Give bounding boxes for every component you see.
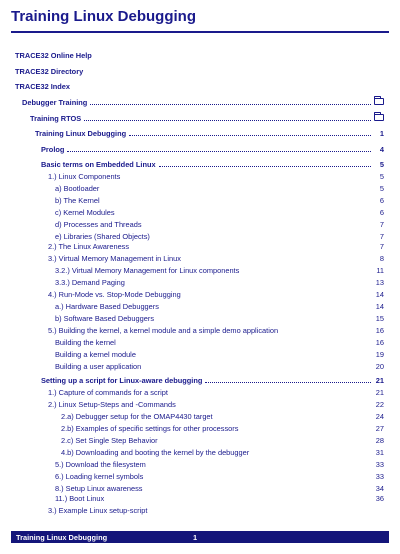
toc-page-number: 31 xyxy=(375,448,384,457)
toc-entry-label: 4.) Run-Mode vs. Stop-Mode Debugging xyxy=(48,290,181,299)
toc-entry-label: 8.) Setup Linux awareness xyxy=(55,484,143,493)
toc-page-number: 21 xyxy=(375,376,384,385)
toc-entry-label: 4.b) Downloading and booting the kernel by the debugger xyxy=(61,448,250,457)
toc-entry-label: 3.2.) Virtual Memory Management for Linux components xyxy=(55,266,240,275)
toc-entry[interactable] xyxy=(55,494,384,504)
toc-page-number: 36 xyxy=(375,494,384,503)
toc-page-number: 4 xyxy=(379,145,384,154)
toc-entry-label: 2.c) Set Single Step Behavior xyxy=(61,436,158,445)
toc-page-number: 14 xyxy=(375,302,384,311)
toc-entry-label: 2.) The Linux Awareness xyxy=(48,242,130,251)
toc-page-number: 8 xyxy=(379,254,384,263)
toc-page-number: 7 xyxy=(379,220,384,229)
toc-page-number: 6 xyxy=(379,208,384,217)
toc-entry-label: Setting up a script for Linux-aware debugging xyxy=(41,376,203,385)
toc-entry[interactable] xyxy=(55,484,384,494)
toc-entry[interactable] xyxy=(48,242,384,252)
toc-page-number: 7 xyxy=(379,232,384,241)
toc-entry-label: d) Processes and Threads xyxy=(55,220,142,229)
toc-entry-label: Training Linux Debugging xyxy=(35,129,127,138)
toc-entry[interactable] xyxy=(61,448,384,458)
toc-entry-label: e) Libraries (Shared Objects) xyxy=(55,232,150,241)
toc-entry[interactable] xyxy=(55,184,384,194)
toc-entry-label: Building a kernel module xyxy=(55,350,136,359)
toc-entry-label: a) Bootloader xyxy=(55,184,100,193)
toc-page-number: 34 xyxy=(375,484,384,493)
toc-entry-label: Basic terms on Embedded Linux xyxy=(41,160,156,169)
footer-page-number: 1 xyxy=(193,532,198,542)
toc-page-number: 5 xyxy=(379,160,384,169)
folder-icon-shape xyxy=(374,98,384,105)
toc-entry[interactable] xyxy=(30,114,384,124)
toc-entry[interactable] xyxy=(48,172,384,182)
footer-title: Training Linux Debugging xyxy=(16,532,108,542)
toc-page-number: 16 xyxy=(375,338,384,347)
page-title: Training Linux Debugging xyxy=(11,8,196,25)
toc-entry-label: a.) Hardware Based Debuggers xyxy=(55,302,159,311)
toc-page-number: 15 xyxy=(375,314,384,323)
folder-icon-shape xyxy=(374,114,384,121)
folder-icon xyxy=(374,114,384,124)
toc-entry[interactable] xyxy=(55,472,384,482)
help-link-label: TRACE32 Directory xyxy=(15,67,84,76)
toc-entry[interactable] xyxy=(22,98,384,108)
toc-entry-label: 3.3.) Demand Paging xyxy=(55,278,125,287)
toc-entry-label: c) Kernel Modules xyxy=(55,208,115,217)
toc-page-number: 33 xyxy=(375,472,384,481)
toc-entry[interactable] xyxy=(61,436,384,446)
toc-entry[interactable] xyxy=(55,208,384,218)
toc-page-number: 33 xyxy=(375,460,384,469)
toc-entry[interactable] xyxy=(55,362,384,372)
help-link-label: TRACE32 Index xyxy=(15,82,71,91)
toc-entry[interactable] xyxy=(61,412,384,422)
toc-entry-label: 1.) Capture of commands for a script xyxy=(48,388,168,397)
toc-leader-dots xyxy=(90,98,371,105)
toc-entry[interactable] xyxy=(48,506,384,516)
toc-entry[interactable] xyxy=(55,266,384,276)
toc-entry[interactable] xyxy=(55,278,384,288)
toc-entry-label: 5.) Download the filesystem xyxy=(55,460,146,469)
toc-page-number: 27 xyxy=(375,424,384,433)
toc-entry-label: Building a user application xyxy=(55,362,142,371)
toc-entry-label: 6.) Loading kernel symbols xyxy=(55,472,144,481)
toc-entry-label: 2.a) Debugger setup for the OMAP4430 target xyxy=(61,412,213,421)
help-link[interactable] xyxy=(15,51,92,61)
toc-entry-label: 11.) Boot Linux xyxy=(55,494,105,503)
toc-entry-label: Training RTOS xyxy=(30,114,82,123)
toc-leader-dots xyxy=(205,376,371,383)
toc-entry[interactable] xyxy=(55,196,384,206)
toc-entry[interactable] xyxy=(55,220,384,230)
toc-leader-dots xyxy=(159,160,371,167)
toc-page-number: 20 xyxy=(375,362,384,371)
toc-entry[interactable] xyxy=(55,314,384,324)
toc-page-number: 28 xyxy=(375,436,384,445)
toc-entry[interactable] xyxy=(48,290,384,300)
toc-entry[interactable] xyxy=(41,145,384,155)
title-rule xyxy=(11,31,389,33)
toc-entry-label: Prolog xyxy=(41,145,65,154)
toc-page-number: 24 xyxy=(375,412,384,421)
toc-entry[interactable] xyxy=(55,302,384,312)
toc-entry-label: b) Software Based Debuggers xyxy=(55,314,155,323)
toc-page-number: 19 xyxy=(375,350,384,359)
help-link[interactable] xyxy=(15,67,83,77)
help-link-label: TRACE32 Online Help xyxy=(15,51,92,60)
toc-page-number: 16 xyxy=(375,326,384,335)
toc-page-number: 6 xyxy=(379,196,384,205)
toc-leader-dots xyxy=(84,114,371,121)
toc-page-number: 14 xyxy=(375,290,384,299)
page-footer xyxy=(11,531,389,543)
toc-entry-label: 2.b) Examples of specific settings for other processors xyxy=(61,424,239,433)
toc-entry[interactable] xyxy=(48,400,384,410)
toc-entry-label: Debugger Training xyxy=(22,98,88,107)
toc-entry-label: b) The Kernel xyxy=(55,196,100,205)
toc-entry-label: 3.) Virtual Memory Management in Linux xyxy=(48,254,181,263)
toc-entry[interactable] xyxy=(48,326,384,336)
folder-icon xyxy=(374,98,384,108)
toc-entry[interactable] xyxy=(61,424,384,434)
toc-page-number: 1 xyxy=(379,129,384,138)
toc-page-number: 13 xyxy=(375,278,384,287)
toc-entry[interactable] xyxy=(41,376,384,386)
toc-entry[interactable] xyxy=(48,388,384,398)
toc-entry[interactable] xyxy=(55,232,384,242)
toc-entry[interactable] xyxy=(35,129,384,139)
toc-entry[interactable] xyxy=(41,160,384,170)
toc-page-number: 7 xyxy=(379,242,384,251)
toc-entry-label: 5.) Building the kernel, a kernel module and a simple demo application xyxy=(48,326,279,335)
toc-leader-dots xyxy=(67,145,371,152)
toc-entry-label: 2.) Linux Setup-Steps and -Commands xyxy=(48,400,176,409)
toc-page-number: 5 xyxy=(379,172,384,181)
toc-entry-label: 1.) Linux Components xyxy=(48,172,121,181)
toc-entry-label: Building the kernel xyxy=(55,338,116,347)
toc-leader-dots xyxy=(129,129,371,136)
toc-entry[interactable] xyxy=(55,460,384,470)
toc-page-number: 5 xyxy=(379,184,384,193)
toc-entry-label: 3.) Example Linux setup-script xyxy=(48,506,148,515)
toc-entry[interactable] xyxy=(55,338,384,348)
toc-page-number: 22 xyxy=(375,400,384,409)
help-link[interactable] xyxy=(15,82,70,92)
toc-page-number: 21 xyxy=(375,388,384,397)
toc-page-number: 11 xyxy=(376,266,384,275)
toc-entry[interactable] xyxy=(55,350,384,360)
toc-entry[interactable] xyxy=(48,254,384,264)
